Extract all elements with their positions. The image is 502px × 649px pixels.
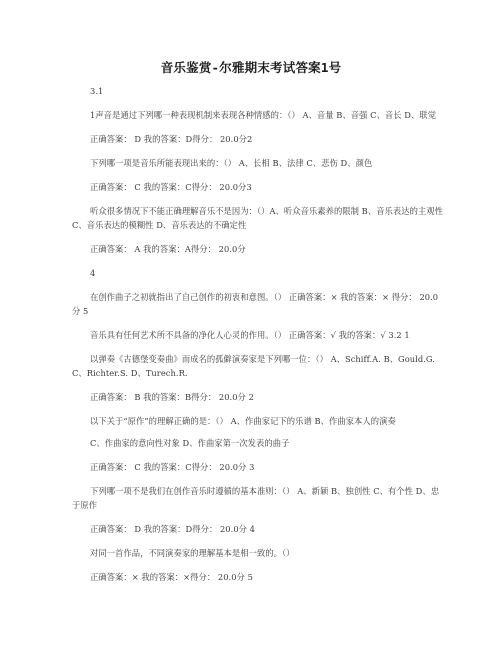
paragraph: C、作曲家的意向性对象 D、作曲家第一次发表的曲子 (90, 438, 290, 448)
paragraph: 正确答案：× 我的答案：×得分： 20.0分 5 (90, 572, 253, 582)
paragraph: 下列哪一项不是我们在创作音乐时遵循的基本准则：（） A、新颖 B、独创性 C、有个性 D、忠于原作 (72, 486, 440, 510)
paragraph: 音乐具有任何艺术所不具备的净化人心灵的作用。（） 正确答案：√ 我的答案：√ 3.2 1 (90, 330, 410, 340)
paragraph: 正确答案： D 我的答案：D得分： 20.0分 4 (90, 524, 256, 534)
paragraph: 听众很多情况下不能正确理解音乐不是因为：（）A、听众音乐素养的限制 B、音乐表达的主观性 C、音乐表达的模糊性 D、音乐表达的不确定性 (72, 206, 443, 230)
paragraph: 正确答案： C 我的答案：C得分： 20.0分 3 (90, 462, 255, 472)
document-body (72, 84, 444, 594)
paragraph: 3.1 (90, 86, 104, 96)
paragraph: 正确答案： A 我的答案：A得分： 20.0分 (90, 244, 246, 254)
paragraph: 1声音是通过下列哪一种表现机制来表现各种情感的：（） A、音量 B、音强 C、音长 D、联觉 (90, 110, 437, 120)
paragraph: 以弹奏《古德堡变奏曲》而成名的孤僻演奏家是下列哪一位：（） A、Schiff.A. B、Gould.G. C、Richter.S. D、Turech.R. (72, 354, 435, 378)
paragraph: 在创作曲子之初就指出了自己创作的初衷和意图。（） 正确答案：× 我的答案：× 得分： 20.0分 5 (72, 292, 439, 316)
paragraph: 4 (90, 268, 96, 278)
paragraph: 正确答案： B 我的答案：B得分： 20.0分 2 (90, 392, 254, 402)
paragraph: 下列哪一项是音乐所能表现出来的：（） A、长相 B、法律 C、悲伤 D、颜色 (90, 158, 373, 168)
paragraph: 正确答案： D 我的答案：D得分： 20.0分2 (90, 134, 253, 144)
paragraph: 正确答案： C 我的答案：C得分： 20.0分3 (90, 182, 252, 192)
document-title: 音乐鉴赏-尔雅期末考试答案1号 (160, 60, 342, 75)
paragraph: 以下关于“原作”的理解正确的是：（） A、作曲家记下的乐谱 B、作曲家本人的演奏 (90, 416, 396, 426)
paragraph: 对同一首作品，不同演奏家的理解基本是相一致的。（） (90, 548, 295, 558)
